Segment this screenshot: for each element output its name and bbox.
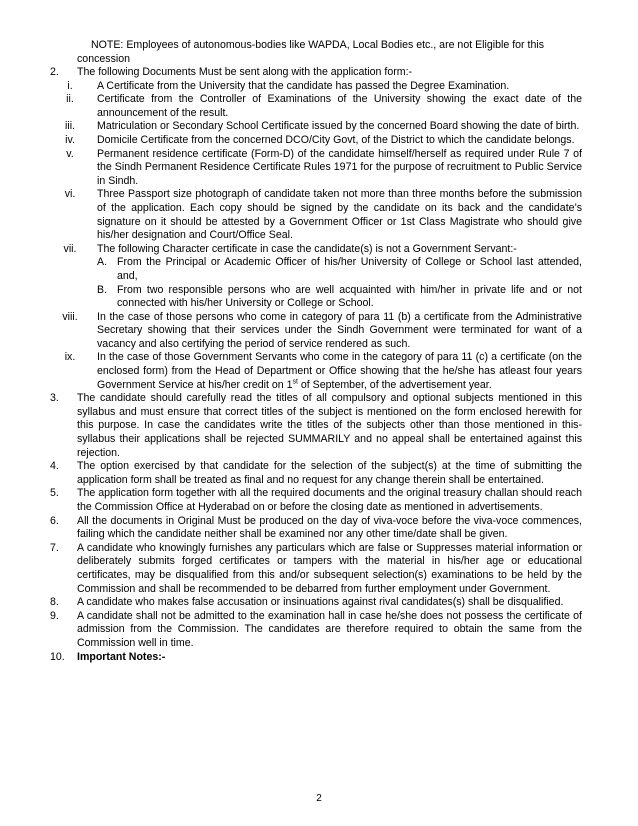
list-item-10 — [0, 651, 638, 665]
sub-text-after: of September, of the advertisement year. — [297, 378, 492, 391]
sub-text: The following Character certificate in case the candidate(s) is not a Government Servant:- — [97, 242, 517, 255]
item-number: 4. — [50, 460, 59, 473]
item-text: A candidate shall not be admitted to the examination hall in case he/she does not possess the certificate of admission from the Commission. The candidates are therefore required to obtain the same from the Commission well in time. — [77, 609, 582, 649]
item-number: 6. — [50, 514, 59, 527]
sub-number: ii. — [66, 93, 74, 106]
letter-item-b — [0, 284, 638, 311]
sub-item-v — [0, 148, 638, 189]
list-item-2 — [0, 66, 638, 80]
list-item-6 — [0, 515, 638, 542]
item-text: A candidate who knowingly furnishes any particulars which are false or Suppresses material information or deliberately submits forged certificates or tampers with the material in his/her age or educational certificates, may be disqualified from this and/or subsequent selection(s) examinations to be held by the Commission and shall be recommended to be debarred from further employment under Government. — [77, 541, 582, 595]
note-concession — [77, 39, 582, 66]
item-text: The following Documents Must be sent along with the application form:- — [77, 66, 413, 78]
sub-item-vi — [0, 188, 638, 242]
sub-text: A Certificate from the University that the candidate has passed the Degree Examination. — [97, 79, 510, 92]
list-item-9 — [0, 610, 638, 651]
ordinal-suffix: st — [292, 378, 298, 386]
item-number: 7. — [50, 541, 59, 554]
list-item-3 — [0, 392, 638, 460]
item-text: A candidate who makes false accusation or insinuations against rival candidates(s) shall be disqualified. — [77, 596, 564, 609]
list-item-4 — [0, 460, 638, 487]
sub-number: ix. — [64, 351, 76, 364]
sub-item-iv — [0, 134, 638, 148]
sub-text: Permanent residence certificate (Form-D) of the candidate himself/herself as required under Rule 7 of the Sindh Permanent Residence Certificate Rules 1971 for the purpose of recruitment to Public Service in Sindh. — [97, 147, 582, 187]
sub-number: vi. — [64, 188, 76, 201]
sub-number: i. — [67, 79, 73, 92]
sub-item-ix — [0, 351, 638, 392]
item-number: 5. — [50, 487, 59, 500]
sub-number: viii. — [62, 310, 78, 323]
letter-item-a — [0, 256, 638, 283]
sub-text: Domicile Certificate from the concerned DCO/City Govt, of the District to which the candidate belongs. — [97, 133, 575, 146]
sub-text: Matriculation or Secondary School Certificate issued by the concerned Board showing the date of birth. — [97, 120, 580, 133]
sub-number: vii. — [63, 242, 77, 255]
sub-number: iii. — [64, 120, 75, 133]
sub-text-before: In the case of those Government Servants who come in the category of para 11 (c) a certificate (on the enclosed form) from the Head of Department or Office showing that the he/she has atleast four years Government Service at his/her credit on 1 — [97, 351, 582, 391]
item-number: 2. — [50, 66, 59, 78]
sub-item-ii — [0, 93, 638, 120]
item-number: 8. — [50, 596, 59, 609]
sub-item-iii — [0, 120, 638, 134]
list-item-7 — [0, 542, 638, 596]
important-notes-heading: Important Notes:- — [77, 650, 166, 663]
sub-text: In the case of those persons who come in category of para 11 (b) a certificate from the Administrative Secretary showing that their services under the Sindh Government were terminated for want of a vacancy and also certifying the period of service rendered as such. — [97, 310, 582, 350]
numbered-list — [0, 66, 638, 664]
item-text: The candidate should carefully read the titles of all compulsory and optional subjects mentioned in this syllabus and must ensure that correct titles of the subject is mentioned on the form enclosed herewith for this purpose. In case the candidates write the titles of the subjects other than those mentioned in this-syllabus their applications shall be rejected SUMMARILY and no appeal shall be entertained against this rejection. — [77, 392, 582, 459]
item-number: 10. — [50, 650, 65, 663]
letter-text: From two responsible persons who are well acquainted with him/her in private life and or not connected with his/her University or College or School. — [117, 283, 582, 310]
item-number: 3. — [50, 392, 59, 405]
sub-item-vii — [0, 243, 638, 257]
item-text: The application form together with all the required documents and the original treasury challan should reach the Commission Office at Hyderabad on or before the closing date as mentioned in advertisements. — [77, 487, 582, 513]
item-text: All the documents in Original Must be produced on the day of viva-voce before the viva-voce commences, failing which the candidate neither shall be examined nor any other time/date shall be given. — [77, 514, 582, 541]
list-item-5 — [0, 487, 638, 514]
sub-item-viii — [0, 311, 638, 352]
letter-label: B. — [97, 283, 108, 296]
sub-item-i — [0, 80, 638, 94]
letter-label: A. — [97, 256, 108, 269]
item-number: 9. — [50, 609, 59, 622]
letter-text: From the Principal or Academic Officer of his/her University of College or School last attended, and, — [117, 256, 582, 282]
page-number: 2 — [316, 793, 322, 804]
note-text: NOTE: Employees of autonomous-bodies like WAPDA, Local Bodies etc., are not Eligible for this concession — [77, 39, 544, 65]
sub-text: Three Passport size photograph of candidate taken not more than three months before the submission of the application. Each copy should be signed by the candidate on its back and the candidate’s signature on it should be attested by a Government Officer or 1st Class Magistrate who should give his/her designation and Court/Office Seal. — [97, 188, 582, 242]
sub-number: v. — [66, 147, 74, 160]
sub-number: iv. — [65, 133, 75, 146]
list-item-8 — [0, 596, 638, 610]
sub-text: Certificate from the Controller of Examinations of the University showing the exact date of the announcement of the result. — [97, 93, 582, 119]
item-text: The option exercised by that candidate for the selection of the subject(s) at the time of submitting the application form shall be treated as final and no request for any change therein shall be entertained. — [77, 460, 582, 486]
